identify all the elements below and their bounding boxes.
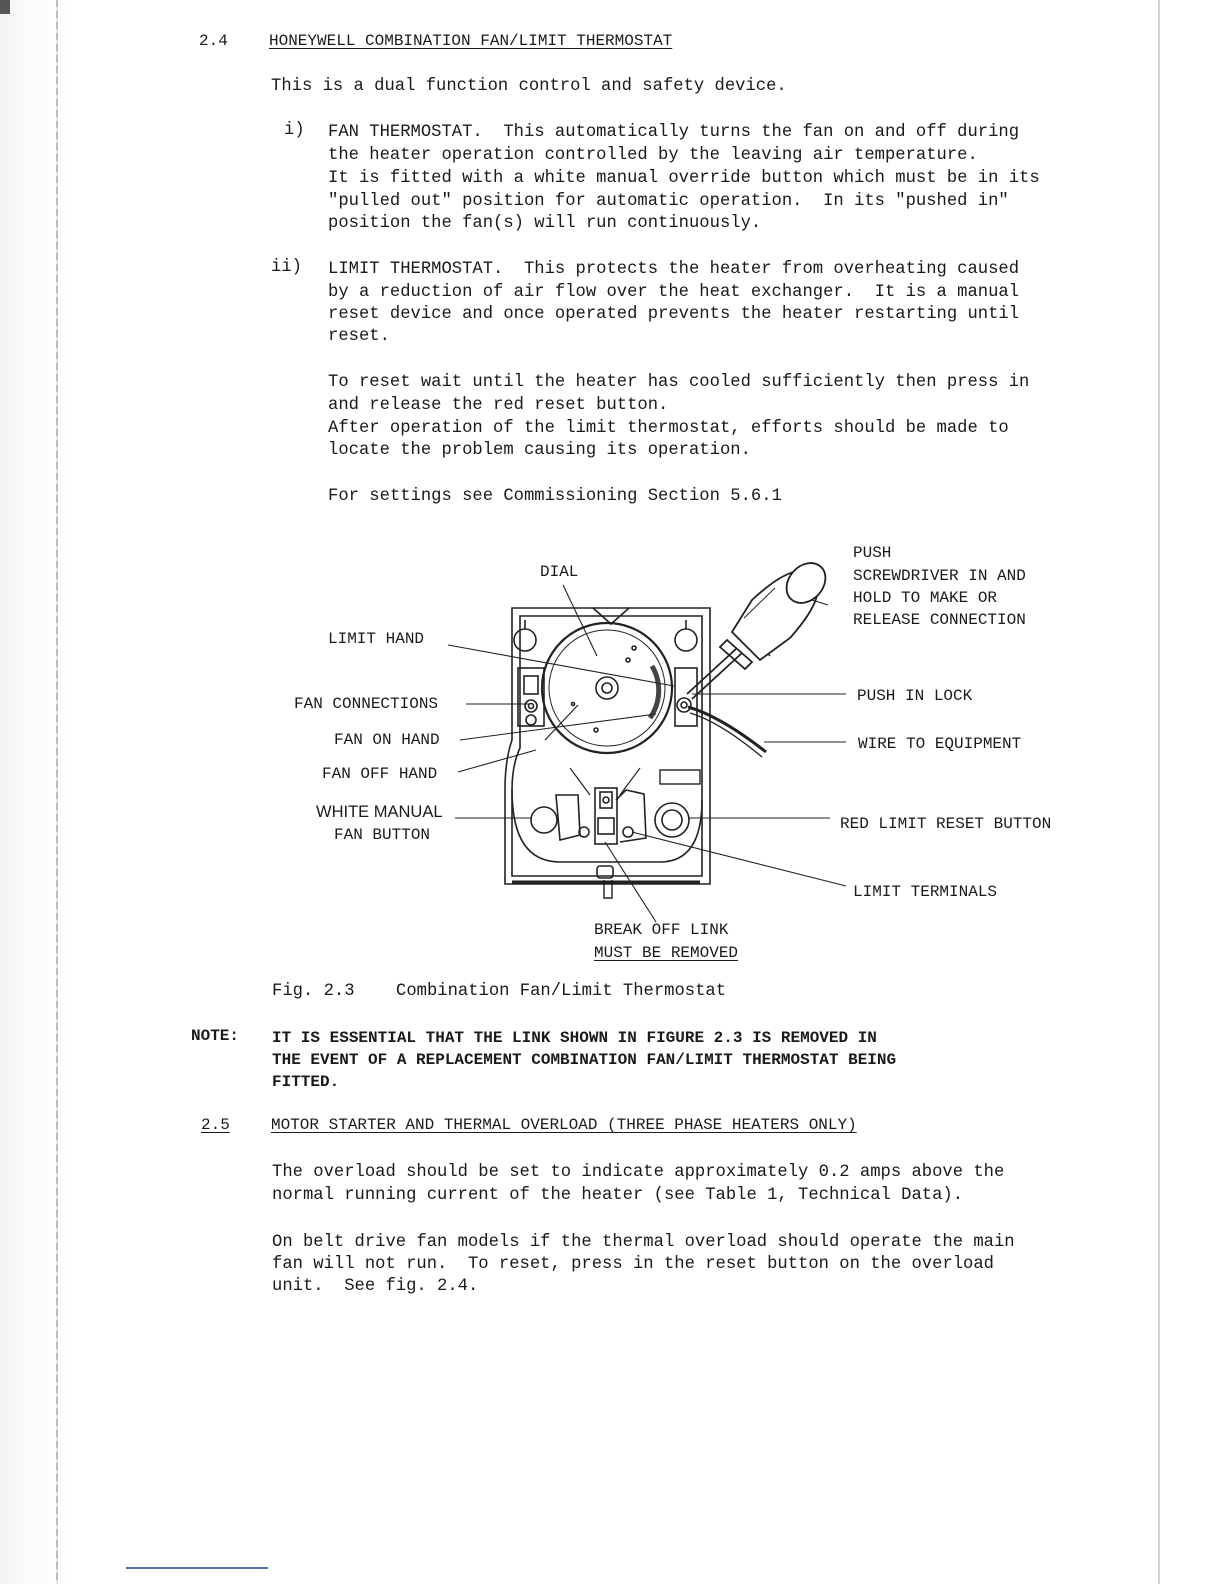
keyhole-left <box>514 620 536 651</box>
paragraph-line: FAN THERMOSTAT. This automatically turns the fan on and off during <box>328 123 1020 142</box>
note-line: THE EVENT OF A REPLACEMENT COMBINATION FAN/LIMIT THERMOSTAT BEING <box>272 1051 897 1069</box>
label-fan-on-hand: FAN ON HAND <box>334 731 440 749</box>
label-red-limit-reset: RED LIMIT RESET BUTTON <box>840 815 1052 833</box>
item-marker-ii: ii) <box>271 258 302 277</box>
paragraph-line: LIMIT THERMOSTAT. This protects the heater from overheating caused <box>328 260 1020 279</box>
dial-center <box>596 677 618 699</box>
note-line: IT IS ESSENTIAL THAT THE LINK SHOWN IN FIGURE 2.3 IS REMOVED IN <box>272 1029 877 1047</box>
intro-text: This is a dual function control and safety device. <box>271 77 787 96</box>
label-white-manual: WHITE MANUAL <box>316 803 443 821</box>
label-limit-terminals: LIMIT TERMINALS <box>853 883 998 901</box>
dial-scale-arc <box>650 666 659 718</box>
fan-connection-screw <box>525 700 537 712</box>
label-push-in-lock: PUSH IN LOCK <box>857 687 973 705</box>
push-in-lock-screw <box>677 698 691 712</box>
label-dial: DIAL <box>540 563 579 581</box>
label-fan-connections: FAN CONNECTIONS <box>294 695 439 713</box>
paragraph-line: locate the problem causing its operation. <box>328 441 751 460</box>
label-screwdriver-line2: HOLD TO MAKE OR <box>853 589 998 607</box>
note-line: FITTED. <box>272 1073 340 1091</box>
paragraph-line: On belt drive fan models if the thermal overload should operate the main <box>272 1233 1015 1252</box>
label-fan-off-hand: FAN OFF HAND <box>322 765 438 783</box>
section-heading-2-5 <box>201 1115 981 1137</box>
section-title: HONEYWELL COMBINATION FAN/LIMIT THERMOSTAT <box>269 32 673 50</box>
section-number: 2.5 <box>201 1116 230 1134</box>
paragraph-line: "pulled out" position for automatic operation. In its "pushed in" <box>328 192 1009 211</box>
note-label: NOTE: <box>191 1027 240 1045</box>
paragraph-line: fan will not run. To reset, press in the reset button on the overload <box>272 1255 994 1274</box>
figure-caption-text: Combination Fan/Limit Thermostat <box>396 982 727 1001</box>
label-screwdriver-line1: SCREWDRIVER IN AND <box>853 567 1026 585</box>
keyhole-right <box>675 620 697 651</box>
dial-ring <box>549 630 665 746</box>
paragraph-line: position the fan(s) will run continuously. <box>328 214 762 233</box>
label-push: PUSH <box>853 544 892 562</box>
label-fan-button: FAN BUTTON <box>334 826 431 844</box>
item-marker-i: i) <box>284 121 305 140</box>
dial-outer <box>542 623 672 753</box>
paragraph-line: The overload should be set to indicate approximately 0.2 amps above the <box>272 1163 1005 1182</box>
section-title: MOTOR STARTER AND THERMAL OVERLOAD (THREE PHASE HEATERS ONLY) <box>271 1116 857 1134</box>
white-manual-fan-button <box>531 807 557 833</box>
paragraph-line: and release the red reset button. <box>328 396 669 415</box>
paragraph-line: It is fitted with a white manual override button which must be in its <box>328 169 1040 188</box>
paragraph-line: After operation of the limit thermostat, efforts should be made to <box>328 419 1009 438</box>
paragraph-line: reset device and once operated prevents the heater restarting until <box>328 305 1020 324</box>
paragraph-line: normal running current of the heater (see Table 1, Technical Data). <box>272 1186 964 1205</box>
paragraph-line: unit. See fig. 2.4. <box>272 1277 479 1296</box>
label-limit-hand: LIMIT HAND <box>328 630 425 648</box>
label-screwdriver-line3: RELEASE CONNECTION <box>853 611 1026 629</box>
label-must-be-removed: MUST BE REMOVED <box>594 944 739 962</box>
settings-reference: For settings see Commissioning Section 5.6.1 <box>328 487 782 506</box>
dial-hub <box>602 683 612 693</box>
red-limit-reset-button <box>655 803 689 837</box>
paragraph-line: reset. <box>328 327 390 346</box>
screwdriver <box>687 555 833 699</box>
paragraph-line: by a reduction of air flow over the heat exchanger. It is a manual <box>328 283 1020 302</box>
paragraph-line: the heater operation controlled by the leaving air temperature. <box>328 146 978 165</box>
section-number: 2.4 <box>199 32 228 50</box>
label-break-off-link: BREAK OFF LINK <box>594 921 729 939</box>
housing-lower-curve <box>512 790 702 862</box>
figure-caption-number: Fig. 2.3 <box>272 982 355 1001</box>
label-wire-to-equipment: WIRE TO EQUIPMENT <box>858 735 1022 753</box>
paragraph-line: To reset wait until the heater has cooled sufficiently then press in <box>328 373 1030 392</box>
wire-to-equipment <box>688 707 766 752</box>
